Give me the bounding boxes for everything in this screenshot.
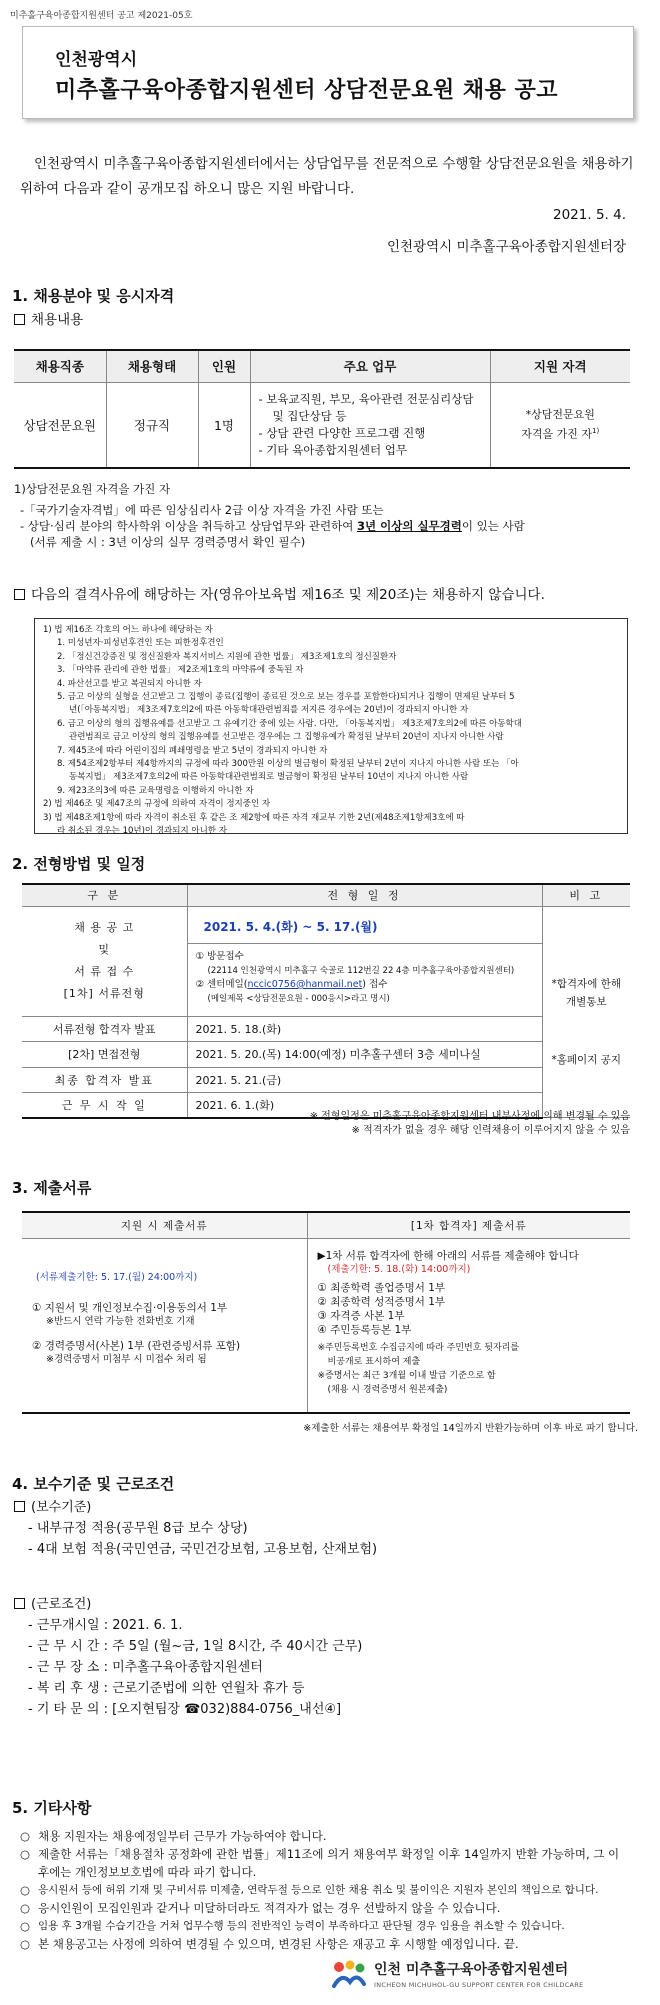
list-item: ○ 응시인원이 모집인원과 같거나 미달하더라도 적격자가 없는 경우 선발하지 않을 수 있습니다. [20, 1901, 501, 1915]
list-item: ○ 임용 후 3개월 수습기간을 거쳐 업무수행 등의 전반적인 능력이 부족하다고 판단될 경우 임용을 취소할 수 있습니다. [20, 1919, 565, 1933]
visit-method: ① 방문접수 [195, 951, 244, 962]
list-item: ○ 응시원서 등에 허위 기재 및 구비서류 미제출, 연락두절 등으로 인한 채용 취소 및 불이익은 지원자 본인의 책임으로 합니다. [20, 1883, 599, 1897]
qualification-footnote: -「국가기술자격법」에 따른 임상심리사 2급 이상 자격을 가진 사람 또는 - 상담·심리 분야의 학사학위 이상을 취득하고 상담업무와 관련하여 3년 이상의 실무경력이 있는 사람 (서류 제출 시 : 3년 이상의 실무 경력증명서 확인 필수) [20, 503, 525, 549]
job-table-header: 채용직종 [14, 350, 106, 382]
job-table-header: 인원 [198, 350, 250, 382]
page-title: 미추홀구육아종합지원센터 상담전문요원 채용 공고 [55, 78, 559, 103]
schedule-table [22, 883, 630, 1119]
schedule-note: ※ 전형일정은 미추홀구육아종합지원센터 내부사정에 의해 변경될 수 있음 ※ 적격자가 없을 경우 해당 인력채용이 이루어지지 않을 수 있음 [309, 1111, 630, 1136]
documents-header: 지원 시 제출서류 [22, 1212, 307, 1238]
table-row: 서류전형 합격자 발표 2021. 5. 18.(화) [22, 1016, 630, 1041]
exclusion-title: 다음의 결격사유에 해당하는 자(영유아보육법 제16조 및 제20조)는 채용하지 않습니다. [14, 583, 545, 603]
notice-number: 미추홀구육아종합지원센터 공고 제2021-05호 [10, 11, 193, 21]
table-row [22, 1238, 630, 1413]
documents-header: [1차 합격자] 제출서류 [307, 1212, 630, 1238]
section3-title: 3. 제출서류 [12, 1179, 92, 1197]
table-row: 최종 합격자 발표 2021. 5. 21.(금) [22, 1067, 630, 1092]
table-row: [2차] 면접전형 2021. 5. 20.(목) 14:00(예정) 미추홀구센터 3층 세미나실 [22, 1041, 630, 1067]
checkbox-bullet-icon [14, 1501, 25, 1512]
section1-title: 1. 채용분야 및 응시자격 [12, 287, 175, 305]
section5-title: 5. 기타사항 [12, 1799, 92, 1817]
intro-paragraph: 인천광역시 미추홀구육아종합지원센터에서는 상담업무를 전문적으로 수행할 상담전문요원을 채용하기 위하여 다음과 같이 공개모집 하오니 많은 지원 바랍니다. [20, 156, 634, 197]
notice-signer: 인천광역시 미추홀구육아종합지원센터장 [386, 239, 626, 255]
exclusion-box: 1) 법 제16조 각호의 어느 하나에 해당하는 자 1. 미성년자·피성년후견인 또는 피한정후견인 2. 「정신건강증진 및 정신질환자 복지서비스 지원에 관한 법률」 제3조제1호의 정신질환자 3. 「마약류 관리에 관한 법률」 제2조제1호의 마약류에 중독된 자 4. 파산선고를 받고 복권되지 아니한 자 5. 금고 이상의 실형을 선고받고 그 집행이 종료(집행이 종료된 것으로 보는 경우를 포함한다)되거나 집행이 면제된 날부터 5 년(「아동복지법」 제3조제7호의2에 따른 아동학대관련범죄를 저지른 경우에는 20년)이 경과되지 아니한 자 6. 금고 이상의 형의 집행유예를 선고받고 그 유예기간 중에 있는 사람. 다만, 「아동복지법」 제3조제7호의2에 따른 아동학대 관련범죄로 금고 이상의 형의 집행유예를 선고받은 경우에는 그 집행유예가 확정된 날부터 20년이 지나지 아니한 사람 7. 제45조에 따라 어린이집의 폐쇄명령을 받고 5년이 경과되지 아니한 자 8. 제54조제2항부터 제4항까지의 규정에 따라 300만원 이상의 벌금형이 확정된 날부터 2년이 지나지 아니한 사람 또는 「아 동복지법」 제3조제7호의2에 따른 아동학대관련범죄로 벌금형이 확정된 날부터 10년이 지나지 아니한 사람 9. 제23조의3에 따른 교육명령을 이행하지 아니한 자 2) 법 제46조 및 제47조의 규정에 의하여 자격이 정지중인 자 3) 법 제48조제1항에 따라 자격이 취소된 후 같은 조 제2항에 따른 자격 재교부 기한 2년(제48조제1항제3호에 따 라 취소된 경우는 10년)이 경과되지 아니한 자 [34, 618, 628, 834]
center-logo [330, 1958, 584, 1990]
job-table-header: 주요 업무 [250, 350, 490, 382]
logo-subtext: INCHEON MICHUHOL-GU SUPPORT CENTER FOR CHILDCARE [374, 1981, 584, 1989]
section1-sub: 채용내용 [14, 308, 83, 328]
schedule-label: 채 용 공 고 및 서 류 접 수 [1차] 서류전형 [22, 906, 187, 1016]
title-region: 인천광역시 [55, 50, 138, 70]
duties-cell: - 보육교직원, 부모, 육아관련 전문심리상담 및 집단상담 등 - 상담 관련 다양한 프로그램 진행 - 기타 육아종합지원센터 업무 [250, 382, 490, 468]
list-item: ○ 채용 지원자는 채용예정일부터 근무가 가능하여야 합니다. [20, 1829, 327, 1843]
section4-title: 4. 보수기준 및 근로조건 [12, 1475, 175, 1493]
checkbox-bullet-icon [14, 1598, 25, 1609]
center-logo-icon [330, 1958, 368, 1990]
job-cell: 상담전문요원 [14, 382, 106, 468]
application-period: 2021. 5. 4.(화) ~ 5. 17.(월) [188, 910, 542, 944]
document-return-note: ※제출한 서류는 채용여부 확정일 14일까지 반환가능하며 이후 바로 파기 합니다. [303, 1423, 638, 1434]
work-conditions: (근로조건) - 근무개시일 : 2021. 6. 1. - 근 무 시 간 : 주 5일 (월~금, 1일 8시간, 주 40시간 근무) - 근 무 장 소 : 미추홀구육아종합지원센터 - 복 리 후 생 : 근로기준법에 의한 연월차 휴가 등 - 기 타 문 의 : [오지현팀장 ☎032)884-0756_내선④] [14, 1594, 362, 1720]
qualification-cell: *상담전문요원 자격을 가진 자$^{1)}$ [490, 382, 630, 468]
notice-date: 2021. 5. 4. [553, 207, 626, 223]
schedule-cell: 2021. 5. 4.(화) ~ 5. 17.(월) ① 방문접수 (22114 인천광역시 미추홀구 숙골로 112번길 22 4층 미추홀구육아종합지원센터) ② 센터메일(nccic0756@hanmail.net) 접수 (메일제목 <상담전문요원 - 000응시>라고 명시) [187, 906, 542, 1016]
list-item: ○ 본 채용공고는 사정에 의하여 변경될 수 있으며, 변경된 사항은 재공고 후 시행할 예정입니다. 끝. [20, 1937, 519, 1951]
finalist-documents: ▶1차 서류 합격자에 한해 아래의 서류를 제출해야 합니다 (제출기한: 5. 18.(화) 14:00까지) ① 최종학력 졸업증명서 1부 ② 최종학력 성적증명서 1부 ③ 자격증 사본 1부 ④ 주민등록등본 1부 ※주민등록번호 수집금지에 따라 주민번호 뒷자리를 비공개로 표시하여 제출 ※증명서는 최근 3개월 이내 발급 기준으로 함 (채용 시 경력증명서 원본제출) [307, 1238, 630, 1413]
table-row: 근 무 시 작 일 2021. 6. 1.(화) [22, 1092, 630, 1118]
type-cell: 정규직 [106, 382, 198, 468]
pay-standard: (보수기준) - 내부규정 적용(공무원 8급 보수 상당) - 4대 보험 적용(국민연금, 국민건강보험, 고용보험, 산재보험) [14, 1497, 377, 1560]
schedule-remarks: *합격자에 한해 개별통보 *홈페이지 공지 [542, 906, 630, 1118]
schedule-header: 전 형 일 정 [187, 884, 542, 906]
logo-text: 인천 미추홀구육아종합지원센터 [374, 1962, 569, 1978]
qualification-footnote-title: 1)상담전문요원 자격을 가진 자 [14, 482, 171, 496]
table-row [22, 906, 630, 1016]
count-cell: 1명 [198, 382, 250, 468]
misc-list [20, 1827, 630, 1953]
table-row [14, 382, 630, 468]
checkbox-bullet-icon [14, 589, 25, 600]
list-item: ○ 제출한 서류는「채용절차 공정화에 관한 법률」제11조에 의거 채용여부 확정일 이후 14일까지 반환 가능하며, 그 이후에는 개인정보보호법에 따라 파기 합니다. [20, 1847, 620, 1879]
title-box [22, 26, 634, 119]
job-table-header: 지원 자격 [490, 350, 630, 382]
documents-table [22, 1211, 630, 1414]
job-table-header: 채용형태 [106, 350, 198, 382]
job-table [14, 349, 630, 469]
application-documents: (서류제출기한: 5. 17.(월) 24:00까지) ① 지원서 및 개인정보수집·이용동의서 1부 ※반드시 연락 가능한 전화번호 기재 ② 경력증명서(사본) 1부 (관련증빙서류 포함) ※경력증명서 미첨부 시 미접수 처리 됨 [22, 1238, 307, 1413]
visit-address: (22114 인천광역시 미추홀구 숙골로 112번길 22 4층 미추홀구육아종합지원센터) [207, 966, 515, 976]
section2-title: 2. 전형방법 및 일정 [12, 855, 146, 873]
email-note: (메일제목 <상담전문요원 - 000응시>라고 명시) [207, 994, 390, 1004]
schedule-header: 구 분 [22, 884, 187, 906]
email-link[interactable]: nccic0756@hanmail.net [247, 979, 363, 990]
schedule-header: 비 고 [542, 884, 630, 906]
contact-info: - 기 타 문 의 : [오지현팀장 ☎032)884-0756_내선④] [28, 1702, 342, 1717]
checkbox-bullet-icon [14, 314, 25, 325]
